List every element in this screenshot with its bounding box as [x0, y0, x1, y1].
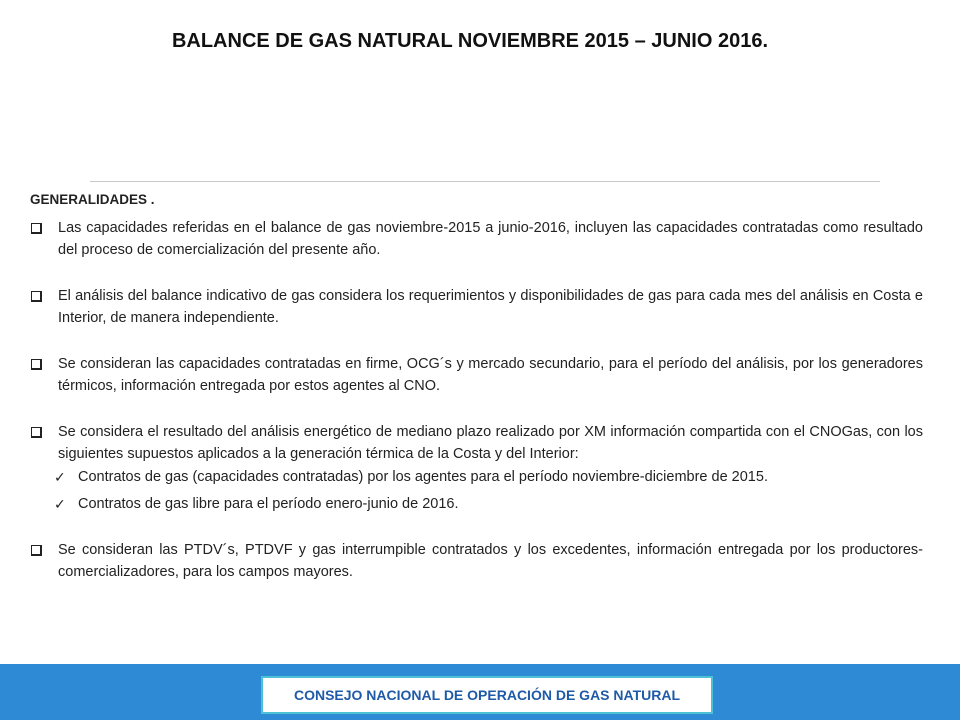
- square-bullet-icon: [31, 427, 42, 438]
- footer-label: CONSEJO NACIONAL DE OPERACIÓN DE GAS NATURAL: [261, 676, 713, 714]
- bullet-item-text: Se considera el resultado del análisis energético de mediano plazo realizado por XM información compartida con el CNOGas, con los siguientes supuestos aplicados a la generación térmica de la Costa y del Interior:: [58, 424, 923, 462]
- content-area: [30, 189, 923, 583]
- bullet-item-5: [30, 539, 923, 583]
- bullet-item-2: [30, 285, 923, 329]
- square-bullet-icon: [31, 545, 42, 556]
- checkmark-icon: ✓: [54, 496, 66, 512]
- bullet-item-text: El análisis del balance indicativo de gas considera los requerimientos y disponibilidades de gas para cada mes del análisis en Costa e Interior, de manera independiente.: [58, 288, 923, 326]
- section-heading: GENERALIDADES .: [30, 192, 155, 207]
- checkmark-icon: ✓: [54, 469, 66, 485]
- square-bullet-icon: [31, 291, 42, 302]
- square-bullet-icon: [31, 223, 42, 234]
- square-bullet-icon: [31, 359, 42, 370]
- bullet-item-text: Las capacidades referidas en el balance de gas noviembre-2015 a junio-2016, incluyen las capacidades contratadas como resultado del proceso de comercialización del presente año.: [58, 220, 923, 258]
- bullet-item-3: [30, 353, 923, 397]
- bullet-item-4: [30, 421, 923, 515]
- sub-bullet-list: [30, 466, 923, 515]
- sub-bullet-item-text: Contratos de gas (capacidades contratadas) por los agentes para el período noviembre-diciembre de 2015.: [78, 469, 768, 485]
- sub-bullet-item-2: [30, 493, 923, 515]
- sub-bullet-item-1: [30, 466, 923, 488]
- title-divider: [90, 181, 880, 182]
- page-title: BALANCE DE GAS NATURAL NOVIEMBRE 2015 – JUNIO 2016.: [171, 30, 769, 52]
- bullet-item-text: Se consideran las PTDV´s, PTDVF y gas interrumpible contratados y los excedentes, información entregada por los productores-comercializadores, para los campos mayores.: [58, 542, 923, 580]
- sub-bullet-item-text: Contratos de gas libre para el período enero-junio de 2016.: [78, 496, 459, 512]
- bullet-item-1: [30, 217, 923, 261]
- bullet-item-text: Se consideran las capacidades contratadas en firme, OCG´s y mercado secundario, para el período del análisis, por los generadores térmicos, información entregada por estos agentes al CNO.: [58, 356, 923, 394]
